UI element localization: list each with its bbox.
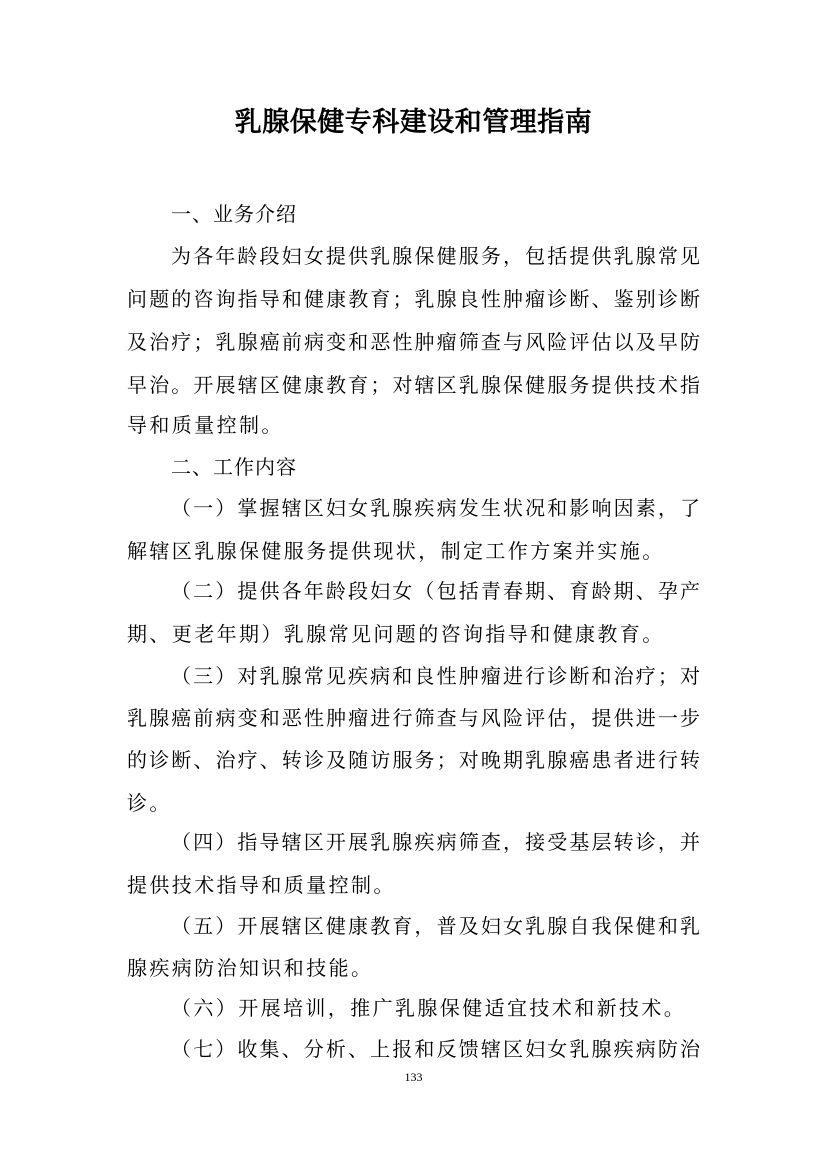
paragraph-line: 腺疾病防治知识和技能。 [127,956,374,980]
paragraph-line: 及治疗；乳腺癌前病变和恶性肿瘤筛查与风险评估以及早防 [127,330,700,354]
paragraph-line: （五）开展辖区健康教育，普及妇女乳腺自我保健和乳 [171,914,700,938]
section-heading: 一、业务介绍 [171,202,297,226]
paragraph-line: 为各年龄段妇女提供乳腺保健服务，包括提供乳腺常见 [171,244,700,268]
paragraph-line: 期、更老年期）乳腺常见问题的咨询指导和健康教育。 [127,622,665,646]
paragraph-line: （七）收集、分析、上报和反馈辖区妇女乳腺疾病防治 [171,1037,700,1061]
paragraph-line: 问题的咨询指导和健康教育；乳腺良性肿瘤诊断、鉴别诊断 [127,287,700,311]
paragraph-line: （四）指导辖区开展乳腺疾病筛查，接受基层转诊，并 [171,830,700,854]
page-title: 乳腺保健专科建设和管理指南 [234,107,593,138]
paragraph-line: 的诊断、治疗、转诊及随访服务；对晚期乳腺癌患者进行转 [127,748,700,772]
paragraph-line: （二）提供各年龄段妇女（包括青春期、育龄期、孕产 [171,579,700,603]
page-number: 133 [404,1070,423,1084]
paragraph-line: （一）掌握辖区妇女乳腺疾病发生状况和影响因素，了 [171,496,700,520]
paragraph-line: 解辖区乳腺保健服务提供现状，制定工作方案并实施。 [127,539,665,563]
paragraph-line: 早治。开展辖区健康教育；对辖区乳腺保健服务提供技术指 [127,373,700,397]
paragraph-line: 提供技术指导和质量控制。 [127,873,396,897]
paragraph-line: 导和质量控制。 [127,413,284,437]
paragraph-line: 诊。 [127,791,172,815]
paragraph-line: （六）开展培训，推广乳腺保健适宜技术和新技术。 [171,996,687,1020]
section-heading: 二、工作内容 [171,455,297,479]
paragraph-line: 乳腺癌前病变和恶性肿瘤进行筛查与风险评估，提供进一步 [127,706,700,730]
paragraph-line: （三）对乳腺常见疾病和良性肿瘤进行诊断和治疗；对 [171,664,700,688]
